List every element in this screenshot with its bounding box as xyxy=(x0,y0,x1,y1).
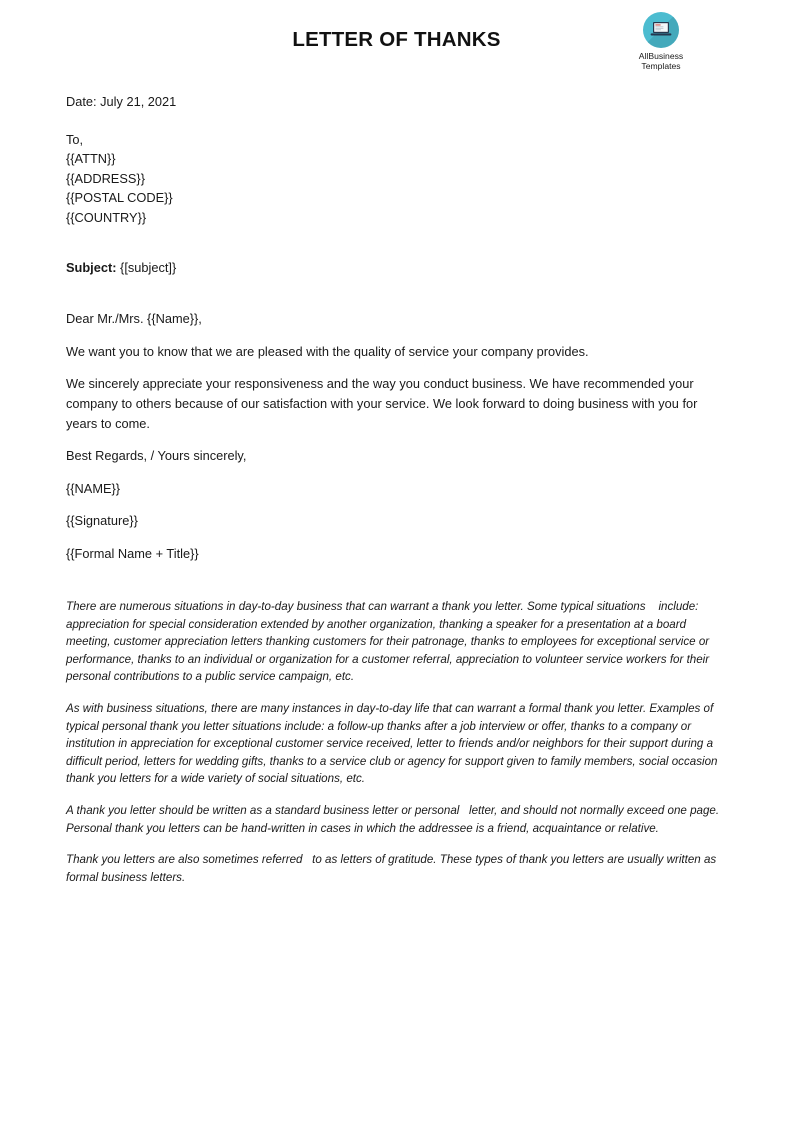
spacer-before-paragraph1 xyxy=(66,329,722,342)
logo-text xyxy=(627,51,695,71)
logo-circle xyxy=(643,12,679,48)
spacer-after-subject xyxy=(66,277,722,309)
note-paragraph-1: There are numerous situations in day-to-day business that can warrant a thank you letter. Some typical situations include: appreciation for special consideration extended by another organization, thanking a speaker for a presentation at a board meeting, customer appreciation letters thanking customers for their patronage, thanks to employees for exceptional service or performance, thanks to an individual or organization for a customer referral, appreciation to volunteer service workers for their personal contributions to a public service campaign, etc. xyxy=(66,600,713,684)
explanatory-notes xyxy=(66,598,722,886)
address-street: {{ADDRESS}} xyxy=(66,170,145,186)
letter-body xyxy=(66,92,722,564)
note-paragraph-3: A thank you letter should be written as a standard business letter or personal letter, and should not normally exceed one page. Personal thank you letters can be hand-written in cases in which the addressee is a friend, acquaintance or relative. xyxy=(66,803,723,835)
spacer-before-formal-name xyxy=(66,531,722,544)
page-title: LETTER OF THANKS xyxy=(292,28,501,51)
spacer-after-date xyxy=(66,112,722,130)
logo-text-line1: AllBusiness xyxy=(638,51,684,61)
closing: Best Regards, / Yours sincerely, xyxy=(66,448,247,464)
signature-placeholder: {{Signature}} xyxy=(66,513,138,529)
spacer-after-address xyxy=(66,228,722,258)
salutation: Dear Mr./Mrs. {{Name}}, xyxy=(66,311,202,327)
paragraph-1: We want you to know that we are pleased with the quality of service your company provides. xyxy=(66,343,589,359)
laptop-icon xyxy=(650,21,672,39)
spacer-before-paragraph2 xyxy=(66,361,722,374)
letter-date: Date: July 21, 2021 xyxy=(66,94,177,109)
spacer-before-name xyxy=(66,466,722,479)
signer-name: {{NAME}} xyxy=(66,480,121,496)
address-to: To, xyxy=(66,131,84,147)
paragraph-2: We sincerely appreciate your responsiveness and the way you conduct business. We have recommended your company to others because of our satisfaction with your service. We look forward to doing business with you for years to come. xyxy=(66,376,698,431)
address-postal: {{POSTAL CODE}} xyxy=(66,190,173,206)
formal-name-title: {{Formal Name + Title}} xyxy=(66,545,199,561)
spacer-before-closing xyxy=(66,433,722,446)
subject-line xyxy=(66,258,722,278)
address-attn: {{ATTN}} xyxy=(66,151,116,167)
logo-text-line2: Templates xyxy=(641,61,681,72)
subject-label: Subject: xyxy=(66,259,117,275)
subject-value: {[subject]} xyxy=(120,259,177,275)
brand-logo xyxy=(627,12,695,71)
address-country: {{COUNTRY}} xyxy=(66,209,147,225)
note-paragraph-4: Thank you letters are also sometimes referred to as letters of gratitude. These types of thank you letters are usually written as formal business letters. xyxy=(66,853,720,884)
note-paragraph-2: As with business situations, there are many instances in day-to-day life that can warrant a formal thank you letter. Examples of typical personal thank you letter situations include: a follow-up thanks after a job interview or offer, thanks to a company or institution in appreciation for exceptional customer service received, letter to friends and/or neighbors for their support during a difficult period, letters for wedding gifts, thanks to a service club or agency for support given to family members, social occasion thank you letters for a wide variety of social situations, etc. xyxy=(66,701,721,786)
spacer-before-signature xyxy=(66,498,722,511)
